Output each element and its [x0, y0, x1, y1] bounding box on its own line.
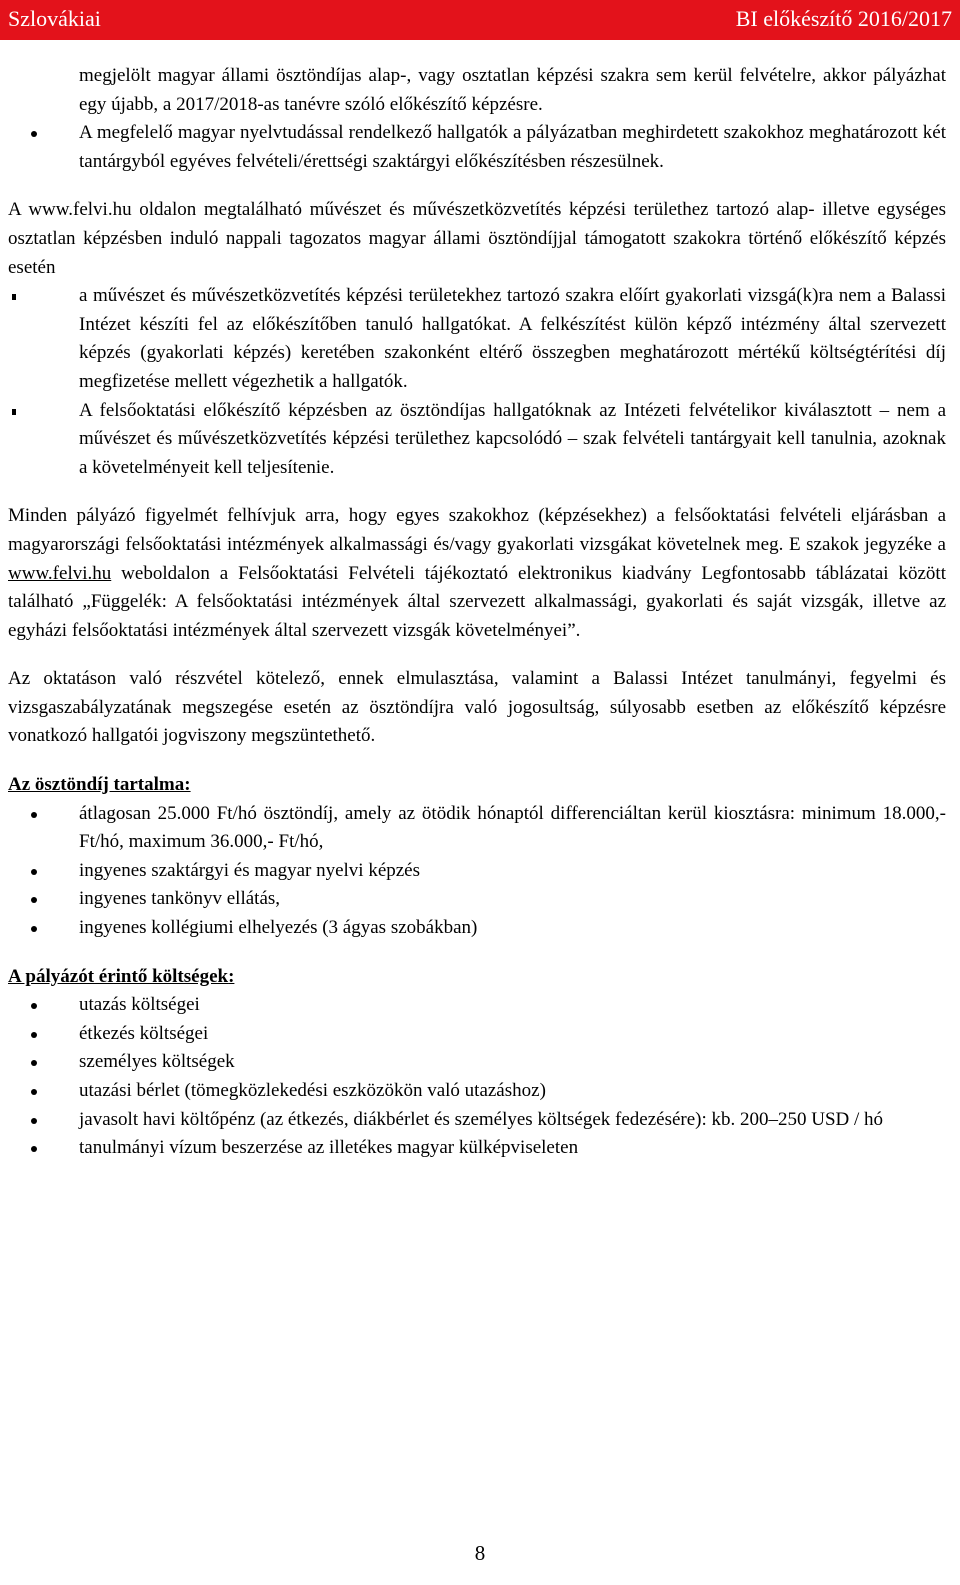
- header-right-title: BI előkészítő 2016/2017: [735, 6, 952, 31]
- art-item-text: A felsőoktatási előkészítő képzésben az ösztöndíjas hallgatóknak az Intézeti felvételikor kiválasztott – nem a művészet és művészetközvetítés képzési területhez kapcsolódó – szak felvételi tantárgyait kell tanulnia, azoknak a követelményeit kell teljesítenie.: [79, 399, 946, 478]
- costs-heading-colon: :: [228, 965, 235, 987]
- attention-paragraph: [8, 502, 946, 645]
- bullet-icon: [31, 926, 37, 932]
- attendance-paragraph: Az oktatáson való részvétel kötelező, ennek elmulasztása, valamint a Balassi Intézet tanulmányi, fegyelmi és vizsgaszabályzatának megszegése esetén az ösztöndíjra való jogosultság, súlyosabb esetben az előkészítő képzésre vonatkozó hallgatói jogviszony megszüntethető.: [8, 668, 946, 747]
- cost-item-text: személyes költségek: [79, 1051, 235, 1073]
- scholarship-heading: Az ösztöndíj tartalma:: [8, 774, 191, 796]
- square-bullet-icon: [12, 294, 16, 300]
- cost-item-text: utazás költségei: [79, 994, 200, 1016]
- square-bullet-icon: [12, 409, 16, 415]
- bullet-icon: [31, 1146, 37, 1152]
- cost-item: [8, 1106, 946, 1135]
- cost-item-text: étkezés költségei: [79, 1022, 209, 1044]
- art-item: [8, 397, 946, 483]
- bullet-icon: [31, 1003, 37, 1009]
- attention-text-end: weboldalon a Felsőoktatási Felvételi tájékoztató elektronikus kiadvány Legfontosabb táblázatai között található „Függelék: A felsőoktatási intézmények által szervezett alkalmassági, gyakorlati és saját vizsgák, illetve az egyházi felsőoktatási intézmények által szervezett vizsgák követelményei”.: [8, 562, 946, 641]
- bullet-icon: [31, 131, 37, 137]
- document-body: [8, 62, 946, 1163]
- costs-heading-text: A pályázót érintő költségek: [8, 965, 229, 987]
- cost-item: [8, 1048, 946, 1077]
- art-item: [8, 282, 946, 396]
- bullet-icon: [31, 1089, 37, 1095]
- scholarship-item: [8, 800, 946, 857]
- page-header: [0, 0, 960, 40]
- cost-item: [8, 1134, 946, 1163]
- cost-item: [8, 1020, 946, 1049]
- scholarship-item: [8, 857, 946, 886]
- page-number: 8: [474, 1541, 486, 1565]
- bullet-icon: [31, 1118, 37, 1124]
- cost-item-text: javasolt havi költőpénz (az étkezés, diákbérlet és személyes költségek fedezésére): kb. 200–250 USD / hó: [79, 1108, 884, 1130]
- scholarship-item-text: átlagosan 25.000 Ft/hó ösztöndíj, amely az ötödik hónaptól differenciáltan kerül kiosztásra: minimum 18.000,- Ft/hó, maximum 36.000,- Ft/hó,: [79, 802, 946, 853]
- bullet-icon: [31, 812, 37, 818]
- language-bullet-item: [8, 119, 946, 176]
- bullet-icon: [31, 1032, 37, 1038]
- bullet-icon: [31, 897, 37, 903]
- cost-item: [8, 991, 946, 1020]
- language-bullet-text: A megfelelő magyar nyelvtudással rendelkező hallgatók a pályázatban meghirdetett szakokhoz meghatározott két tantárgyból egyéves felvételi/érettségi szaktárgyi előkészítésben részesülnek.: [79, 122, 946, 172]
- intro-continuation: megjelölt magyar állami ösztöndíjas alap-, vagy osztatlan képzési szakra sem kerül felvételre, akkor pályázhat egy újabb, a 2017/2018-as tanévre szóló előkészítő képzésre.: [79, 65, 946, 115]
- felvi-link[interactable]: www.felvi.hu: [8, 562, 112, 584]
- art-item-text: a művészet és művészetközvetítés képzési területekhez tartozó szakra előírt gyakorlati vizsgá(k)ra nem a Balassi Intézet készíti fel az előkészítőben tanuló hallgatókat. A felkészítést külön képző intézmény által szervezett képzés (gyakorlati képzés) keretében szakonként eltérő összegben meghatározott mértékű költségtérítési díj megfizetése mellett végezhetik a hallgatók.: [79, 285, 946, 392]
- costs-heading: [8, 963, 946, 992]
- felvi-paragraph: A www.felvi.hu oldalon megtalálható művészet és művészetközvetítés képzési területhez tartozó alap- illetve egységes osztatlan képzésben induló nappali tagozatos magyar állami ösztöndíjjal támogatott szakokra történő előkészítő képzés esetén: [8, 199, 946, 278]
- header-left-title: Szlovákiai: [8, 6, 101, 31]
- scholarship-item-text: ingyenes kollégiumi elhelyezés (3 ágyas szobákban): [79, 917, 478, 939]
- bullet-icon: [31, 1060, 37, 1066]
- cost-item-text: tanulmányi vízum beszerzése az illetékes magyar külképviseleten: [79, 1137, 579, 1159]
- cost-item-text: utazási bérlet (tömegközlekedési eszközökön való utazáshoz): [79, 1080, 546, 1101]
- bullet-icon: [31, 869, 37, 875]
- attention-text-start: Minden pályázó figyelmét felhívjuk arra, hogy egyes szakokhoz (képzésekhez) a felsőoktatási felvételi eljárásban a magyarországi felsőoktatási intézmények alkalmassági és/vagy gyakorlati vizsgákat követelnek meg. E szakok jegyzéke a: [8, 505, 946, 555]
- scholarship-item: [8, 914, 946, 943]
- scholarship-item-text: ingyenes szaktárgyi és magyar nyelvi képzés: [79, 859, 421, 881]
- scholarship-item-text: ingyenes tankönyv ellátás,: [79, 888, 281, 910]
- cost-item: [8, 1077, 946, 1106]
- scholarship-item: [8, 885, 946, 914]
